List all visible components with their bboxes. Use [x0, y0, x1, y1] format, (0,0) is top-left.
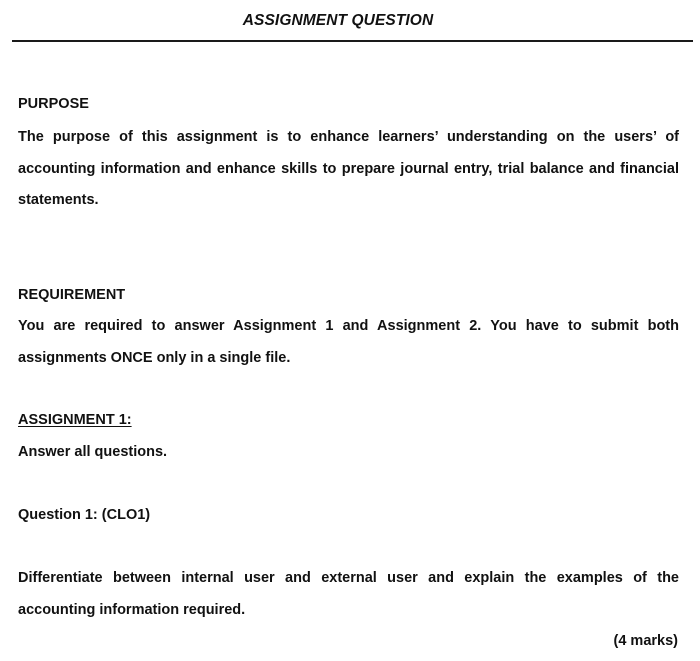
requirement-text: You are required to answer Assignment 1 and Assignment 2. You have to submit both assignments ONCE only in a single file. — [18, 318, 679, 366]
title-divider — [12, 40, 693, 42]
requirement-heading: REQUIREMENT — [18, 287, 126, 303]
question-1-text: Differentiate between internal user and external user and explain the examples of the accounting information required. — [18, 570, 679, 618]
question-1-label: Question 1: (CLO1) — [18, 507, 151, 523]
assignment-1-heading: ASSIGNMENT 1: — [18, 412, 132, 428]
document-title: ASSIGNMENT QUESTION — [242, 12, 434, 29]
question-1-marks: (4 marks) — [613, 633, 678, 649]
assignment-1-instruction: Answer all questions. — [18, 444, 168, 460]
purpose-text: The purpose of this assignment is to enhance learners’ understanding on the users’ of accounting information and enhance skills to prepare journal entry, trial balance and financial statements. — [18, 129, 679, 208]
purpose-heading: PURPOSE — [18, 96, 89, 112]
